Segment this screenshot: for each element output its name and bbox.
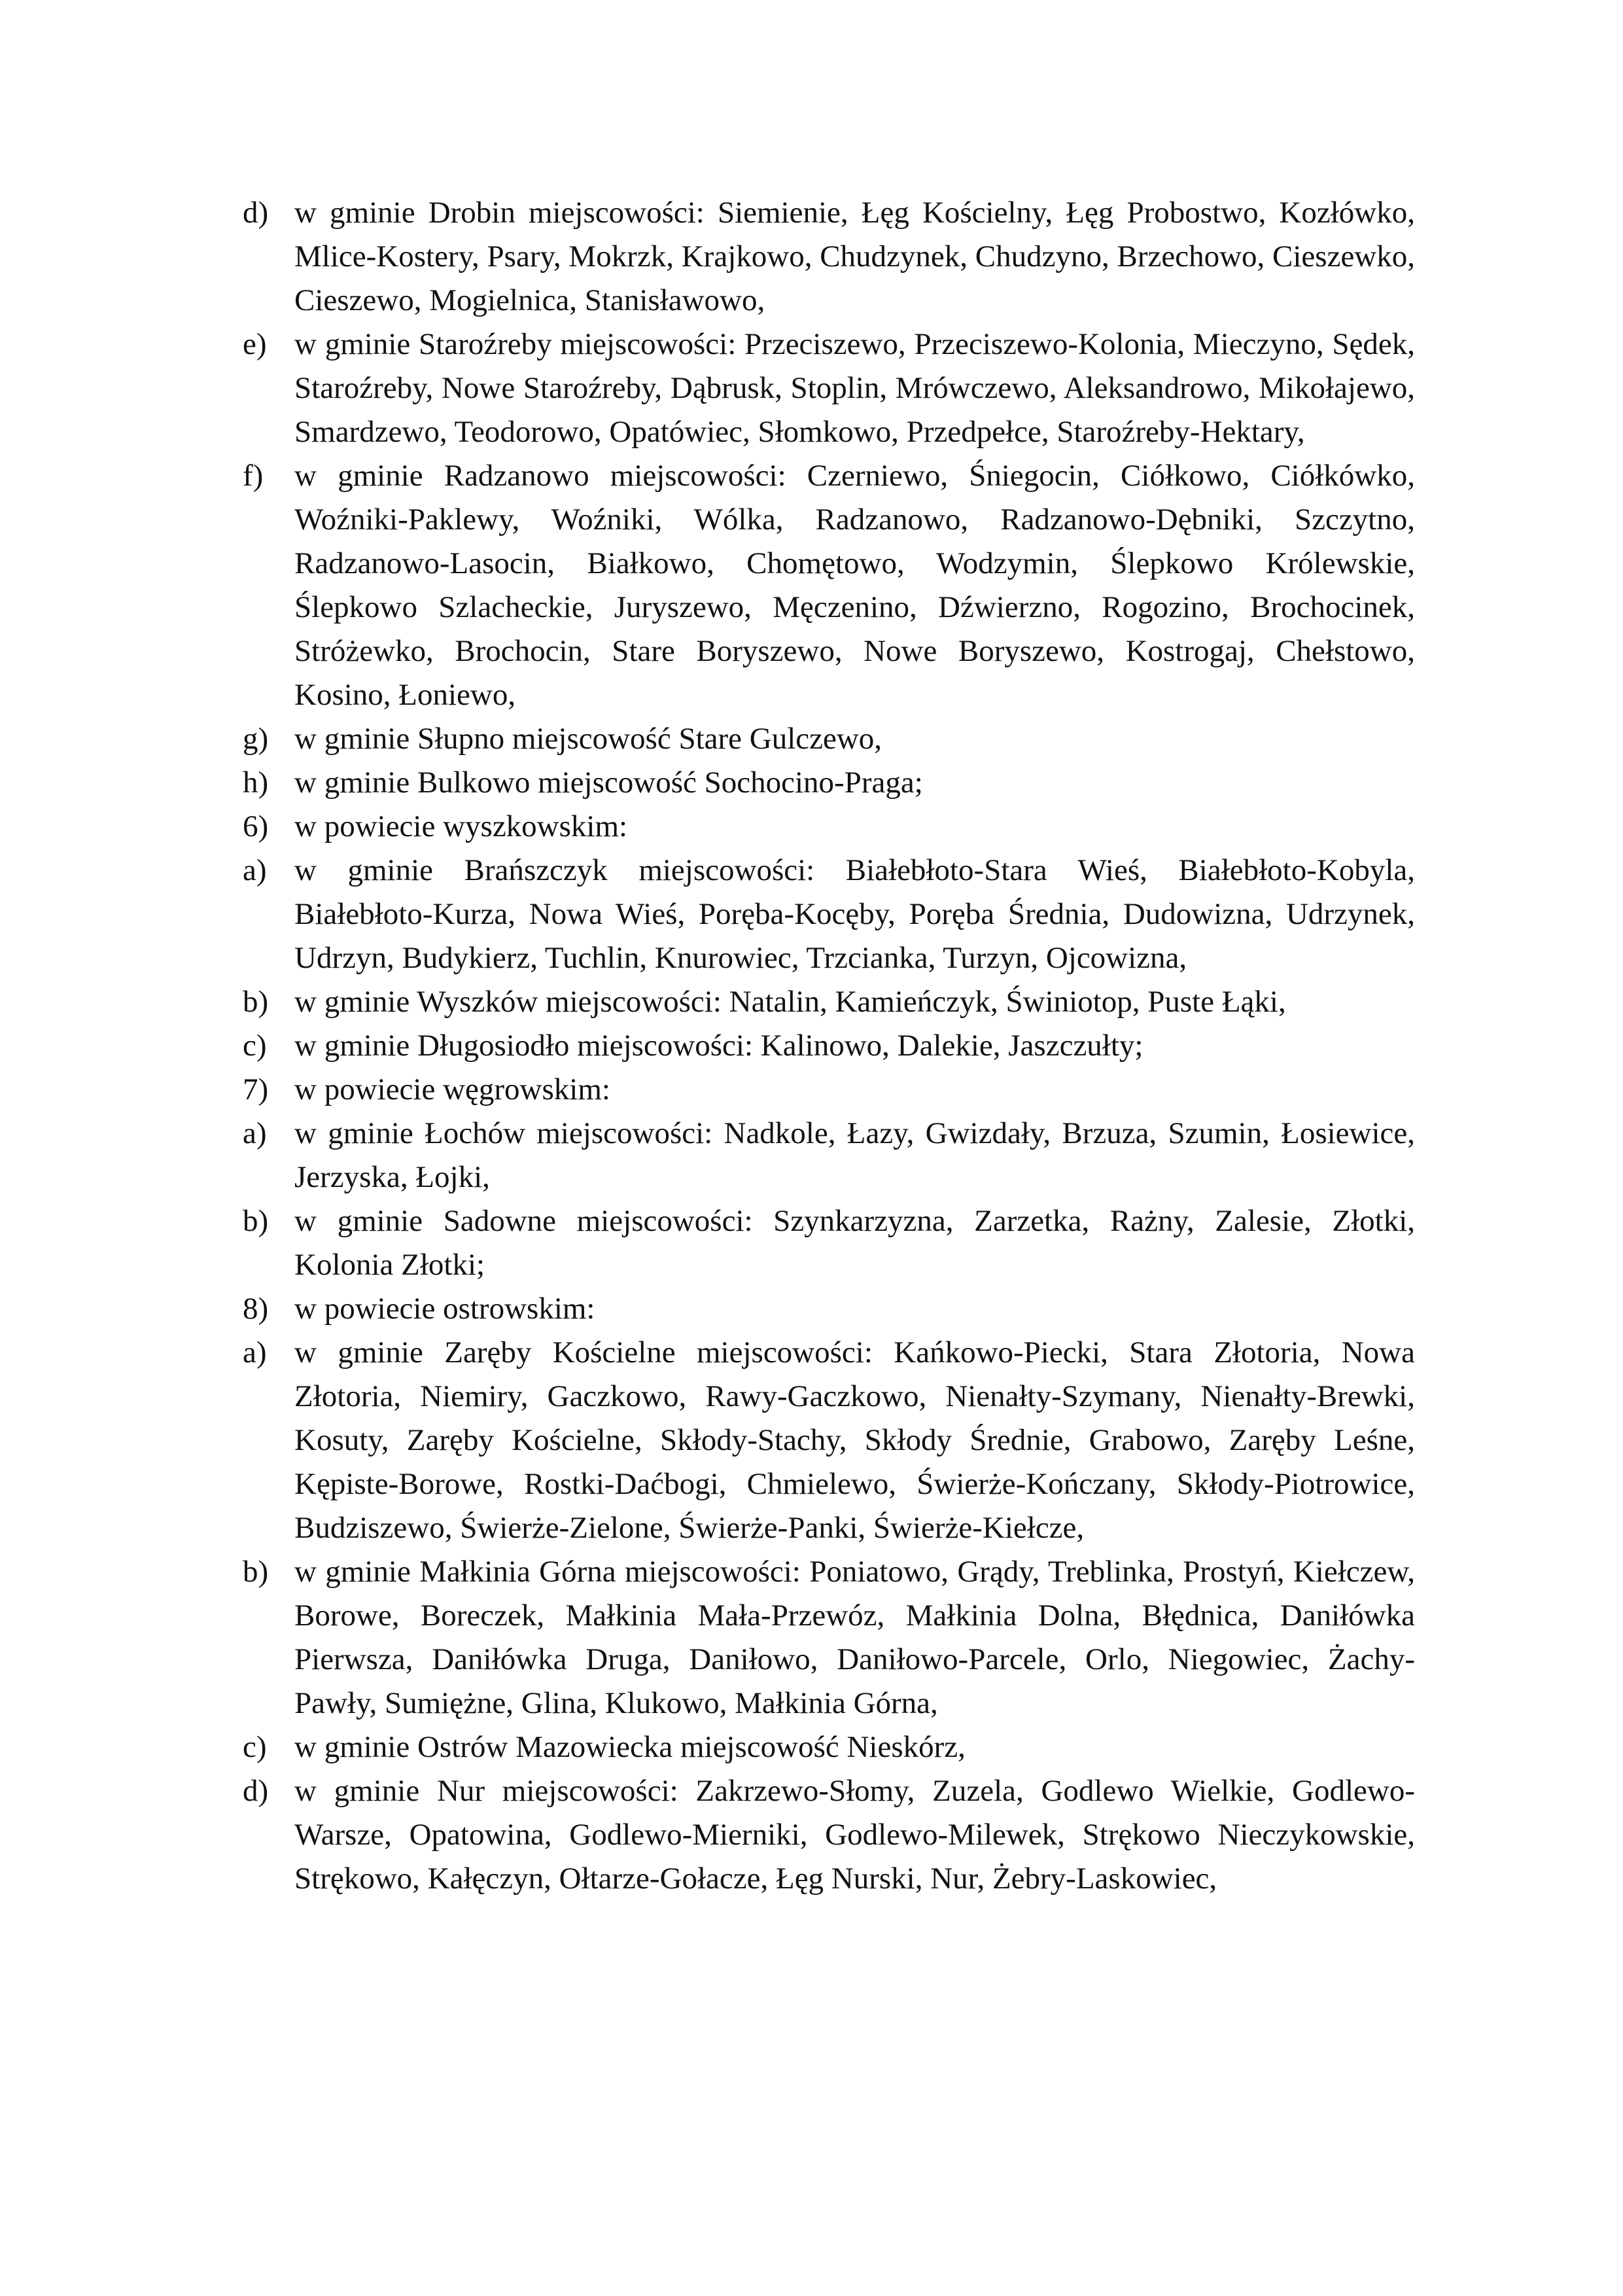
list-item: [243, 323, 1415, 454]
list-item-text: w gminie Słupno miejscowość Stare Gulczewo,: [294, 722, 882, 756]
list-item: [243, 1331, 1415, 1550]
list-item-text: w gminie Sadowne miejscowości: Szynkarzyzna, Zarzetka, Rażny, Zalesie, Złotki, Kolonia Złotki;: [294, 1204, 1415, 1282]
section-heading: w powiecie węgrowskim:: [294, 1072, 610, 1106]
list-marker: a): [243, 853, 267, 887]
section-number: 8): [243, 1292, 269, 1326]
list-item: [243, 1550, 1415, 1725]
list-item-text: w gminie Radzanowo miejscowości: Czerniewo, Śniegocin, Ciółkowo, Ciółkówko, Woźniki-Paklewy, Woźniki, Wólka, Radzanowo, Radzanowo-Dębniki, Szczytno, Radzanowo-Lasocin, Białkowo, Chomętowo, Wodzymin, Ślepkowo Królewskie, Ślepkowo Szlacheckie, Juryszewo, Męczenino, Dźwierzno, Rogozino, Brochocinek, Stróżewko, Brochocin, Stare Boryszewo, Nowe Boryszewo, Kostrogaj, Chełstowo, Kosino, Łoniewo,: [294, 459, 1415, 712]
list-marker: h): [243, 766, 269, 800]
list-item-text: w gminie Ostrów Mazowiecka miejscowość Nieskórz,: [294, 1730, 966, 1764]
section-heading-item: [243, 1068, 1415, 1112]
list-item: [243, 761, 1415, 805]
list-item-text: w gminie Nur miejscowości: Zakrzewo-Słomy, Zuzela, Godlewo Wielkie, Godlewo-Warsze, Opatowina, Godlewo-Mierniki, Godlewo-Milewek, Strękowo Nieczykowskie, Strękowo, Kałęczyn, Ołtarze-Gołacze, Łęg Nurski, Nur, Żebry-Laskowiec,: [294, 1774, 1415, 1896]
list-item-text: w gminie Staroźreby miejscowości: Przeciszewo, Przeciszewo-Kolonia, Mieczyno, Sędek, Staroźreby, Nowe Staroźreby, Dąbrusk, Stoplin, Mrówczewo, Aleksandrowo, Mikołajewo, Smardzewo, Teodorowo, Opatówiec, Słomkowo, Przedpełce, Staroźreby-Hektary,: [294, 327, 1415, 449]
list-marker: d): [243, 196, 269, 230]
section-heading-item: [243, 805, 1415, 849]
section-number: 6): [243, 809, 269, 843]
section-heading-item: [243, 1287, 1415, 1331]
list-item: [243, 1199, 1415, 1287]
list-marker: c): [243, 1730, 267, 1764]
list-item-text: w gminie Wyszków miejscowości: Natalin, Kamieńczyk, Świniotop, Puste Łąki,: [294, 985, 1286, 1019]
document-body: [243, 191, 1415, 1901]
section-number: 7): [243, 1072, 269, 1106]
list-item: [243, 1725, 1415, 1769]
list-item: [243, 717, 1415, 761]
list-item: [243, 1112, 1415, 1199]
list-item-text: w gminie Bulkowo miejscowość Sochocino-Praga;: [294, 766, 923, 800]
list-marker: c): [243, 1029, 267, 1063]
list-item-text: w gminie Brańszczyk miejscowości: Białebłoto-Stara Wieś, Białebłoto-Kobyla, Białebłoto-Kurza, Nowa Wieś, Poręba-Kocęby, Poręba Średnia, Dudowizna, Udrzynek, Udrzyn, Budykierz, Tuchlin, Knurowiec, Trzcianka, Turzyn, Ojcowizna,: [294, 853, 1415, 975]
list-item-text: w gminie Długosiodło miejscowości: Kalinowo, Dalekie, Jaszczułty;: [294, 1029, 1143, 1063]
list-marker: e): [243, 327, 267, 361]
list-item-text: w gminie Drobin miejscowości: Siemienie, Łęg Kościelny, Łęg Probostwo, Kozłówko, Mlice-Kostery, Psary, Mokrzk, Krajkowo, Chudzynek, Chudzyno, Brzechowo, Cieszewko, Cieszewo, Mogielnica, Stanisławowo,: [294, 196, 1415, 317]
list-marker: a): [243, 1116, 267, 1150]
list-item: [243, 1769, 1415, 1901]
list-marker: a): [243, 1335, 267, 1369]
list-marker: f): [243, 459, 264, 493]
list-item: [243, 1024, 1415, 1068]
list-item-text: w gminie Małkinia Górna miejscowości: Poniatowo, Grądy, Treblinka, Prostyń, Kiełczew, Borowe, Boreczek, Małkinia Mała-Przewóz, Małkinia Dolna, Błędnica, Daniłówka Pierwsza, Daniłówka Druga, Daniłowo, Daniłowo-Parcele, Orlo, Niegowiec, Żachy-Pawły, Sumiężne, Glina, Klukowo, Małkinia Górna,: [294, 1555, 1415, 1720]
list-item: [243, 454, 1415, 717]
list-marker: b): [243, 985, 269, 1019]
list-item: [243, 980, 1415, 1024]
section-heading: w powiecie wyszkowskim:: [294, 809, 628, 843]
section-heading: w powiecie ostrowskim:: [294, 1292, 595, 1326]
list-item-text: w gminie Łochów miejscowości: Nadkole, Łazy, Gwizdały, Brzuza, Szumin, Łosiewice, Jerzyska, Łojki,: [294, 1116, 1415, 1194]
list-marker: b): [243, 1555, 269, 1589]
list-item: [243, 191, 1415, 323]
list-item-text: w gminie Zaręby Kościelne miejscowości: Kańkowo-Piecki, Stara Złotoria, Nowa Złotoria, Niemiry, Gaczkowo, Rawy-Gaczkowo, Nienałty-Szymany, Nienałty-Brewki, Kosuty, Zaręby Kościelne, Skłody-Stachy, Skłody Średnie, Grabowo, Zaręby Leśne, Kępiste-Borowe, Rostki-Daćbogi, Chmielewo, Świerże-Kończany, Skłody-Piotrowice, Budziszewo, Świerże-Zielone, Świerże-Panki, Świerże-Kiełcze,: [294, 1335, 1415, 1545]
list-marker: g): [243, 722, 269, 756]
list-marker: b): [243, 1204, 269, 1238]
list-marker: d): [243, 1774, 269, 1808]
list-item: [243, 849, 1415, 980]
